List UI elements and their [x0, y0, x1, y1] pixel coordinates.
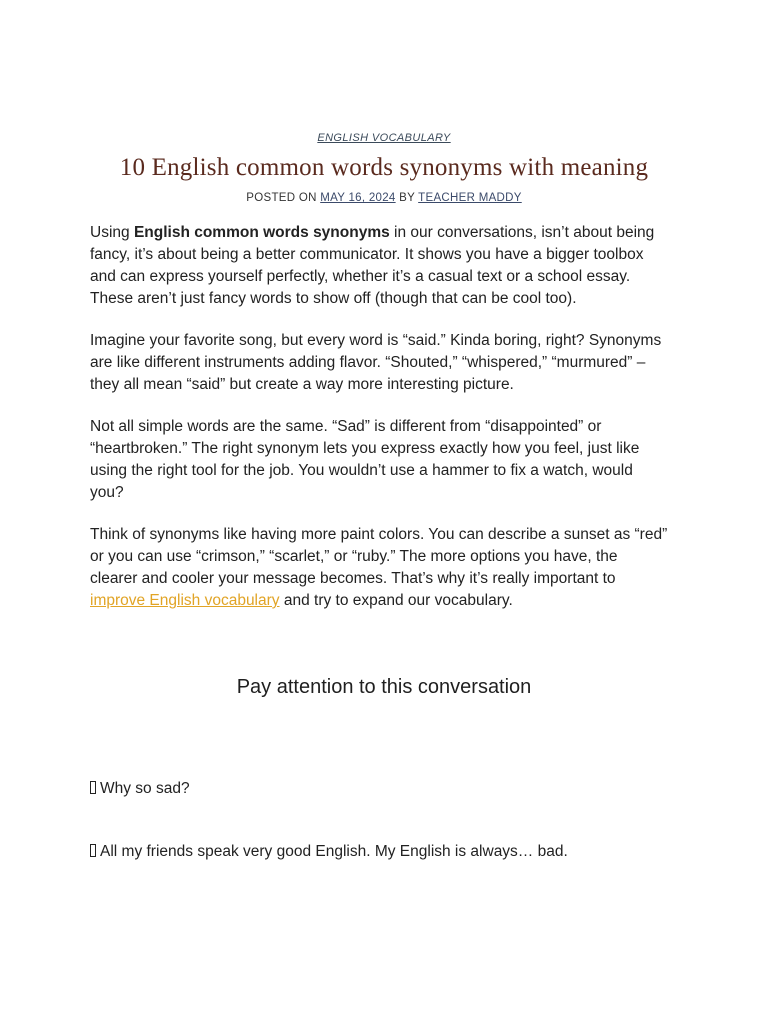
paragraph-1 — [90, 222, 668, 310]
post-header — [0, 128, 768, 204]
paragraph-4-end: and try to expand our vocabulary. — [279, 592, 513, 609]
category-link[interactable]: ENGLISH VOCABULARY — [317, 132, 451, 144]
author-link[interactable]: TEACHER MADDY — [418, 192, 522, 204]
by-label: BY — [399, 192, 415, 204]
post-date-link[interactable]: MAY 16, 2024 — [320, 192, 396, 204]
missing-glyph-icon — [90, 781, 96, 794]
conversation-text-1: Why so sad? — [100, 780, 190, 797]
paragraph-3: Not all simple words are the same. “Sad” is different from “disappointed” or “heartbroken.” The right synonym lets you express exactly how you feel, just like using the right tool for the job. You wouldn’t use a hammer to fix a watch, would you? — [90, 418, 640, 501]
posted-on-label: POSTED ON — [246, 192, 317, 204]
paragraph-1-start: Using — [90, 224, 134, 241]
conversation-heading: Pay attention to this conversation — [236, 676, 532, 698]
post-meta — [0, 192, 768, 204]
improve-vocabulary-link[interactable]: improve English vocabulary — [90, 592, 280, 609]
conversation-text-2: All my friends speak very good English. My English is always… bad. — [100, 843, 568, 860]
paragraph-4-start: Think of synonyms like having more paint colors. You can describe a sunset as “red” or you can use “crimson,” “scarlet,” or “ruby.” The more options you have, the clearer and cooler your message becomes. That’s why it’s really important to — [90, 526, 668, 587]
conversation-line-1 — [90, 780, 190, 798]
paragraph-2: Imagine your favorite song, but every word is “said.” Kinda boring, right? Synonyms are like different instruments adding flavor. “Shouted,” “whispered,” “murmured” – they all mean “said” but create a way more interesting picture. — [90, 332, 662, 393]
paragraph-1-end: in our conversations, isn’t about being fancy, it’s about being a better communicator. It shows you have a bigger toolbox and can express yourself perfectly, whether it’s a casual text or a school essay. These aren’t just fancy words to show off (though that can be cool too). — [90, 224, 655, 307]
paragraph-4 — [90, 524, 668, 612]
post-title: 10 English common words synonyms with meaning — [119, 154, 649, 181]
paragraph-1-bold: English common words synonyms — [133, 224, 390, 241]
conversation-line-2 — [90, 843, 568, 861]
missing-glyph-icon — [90, 844, 96, 857]
post-content — [90, 222, 668, 632]
